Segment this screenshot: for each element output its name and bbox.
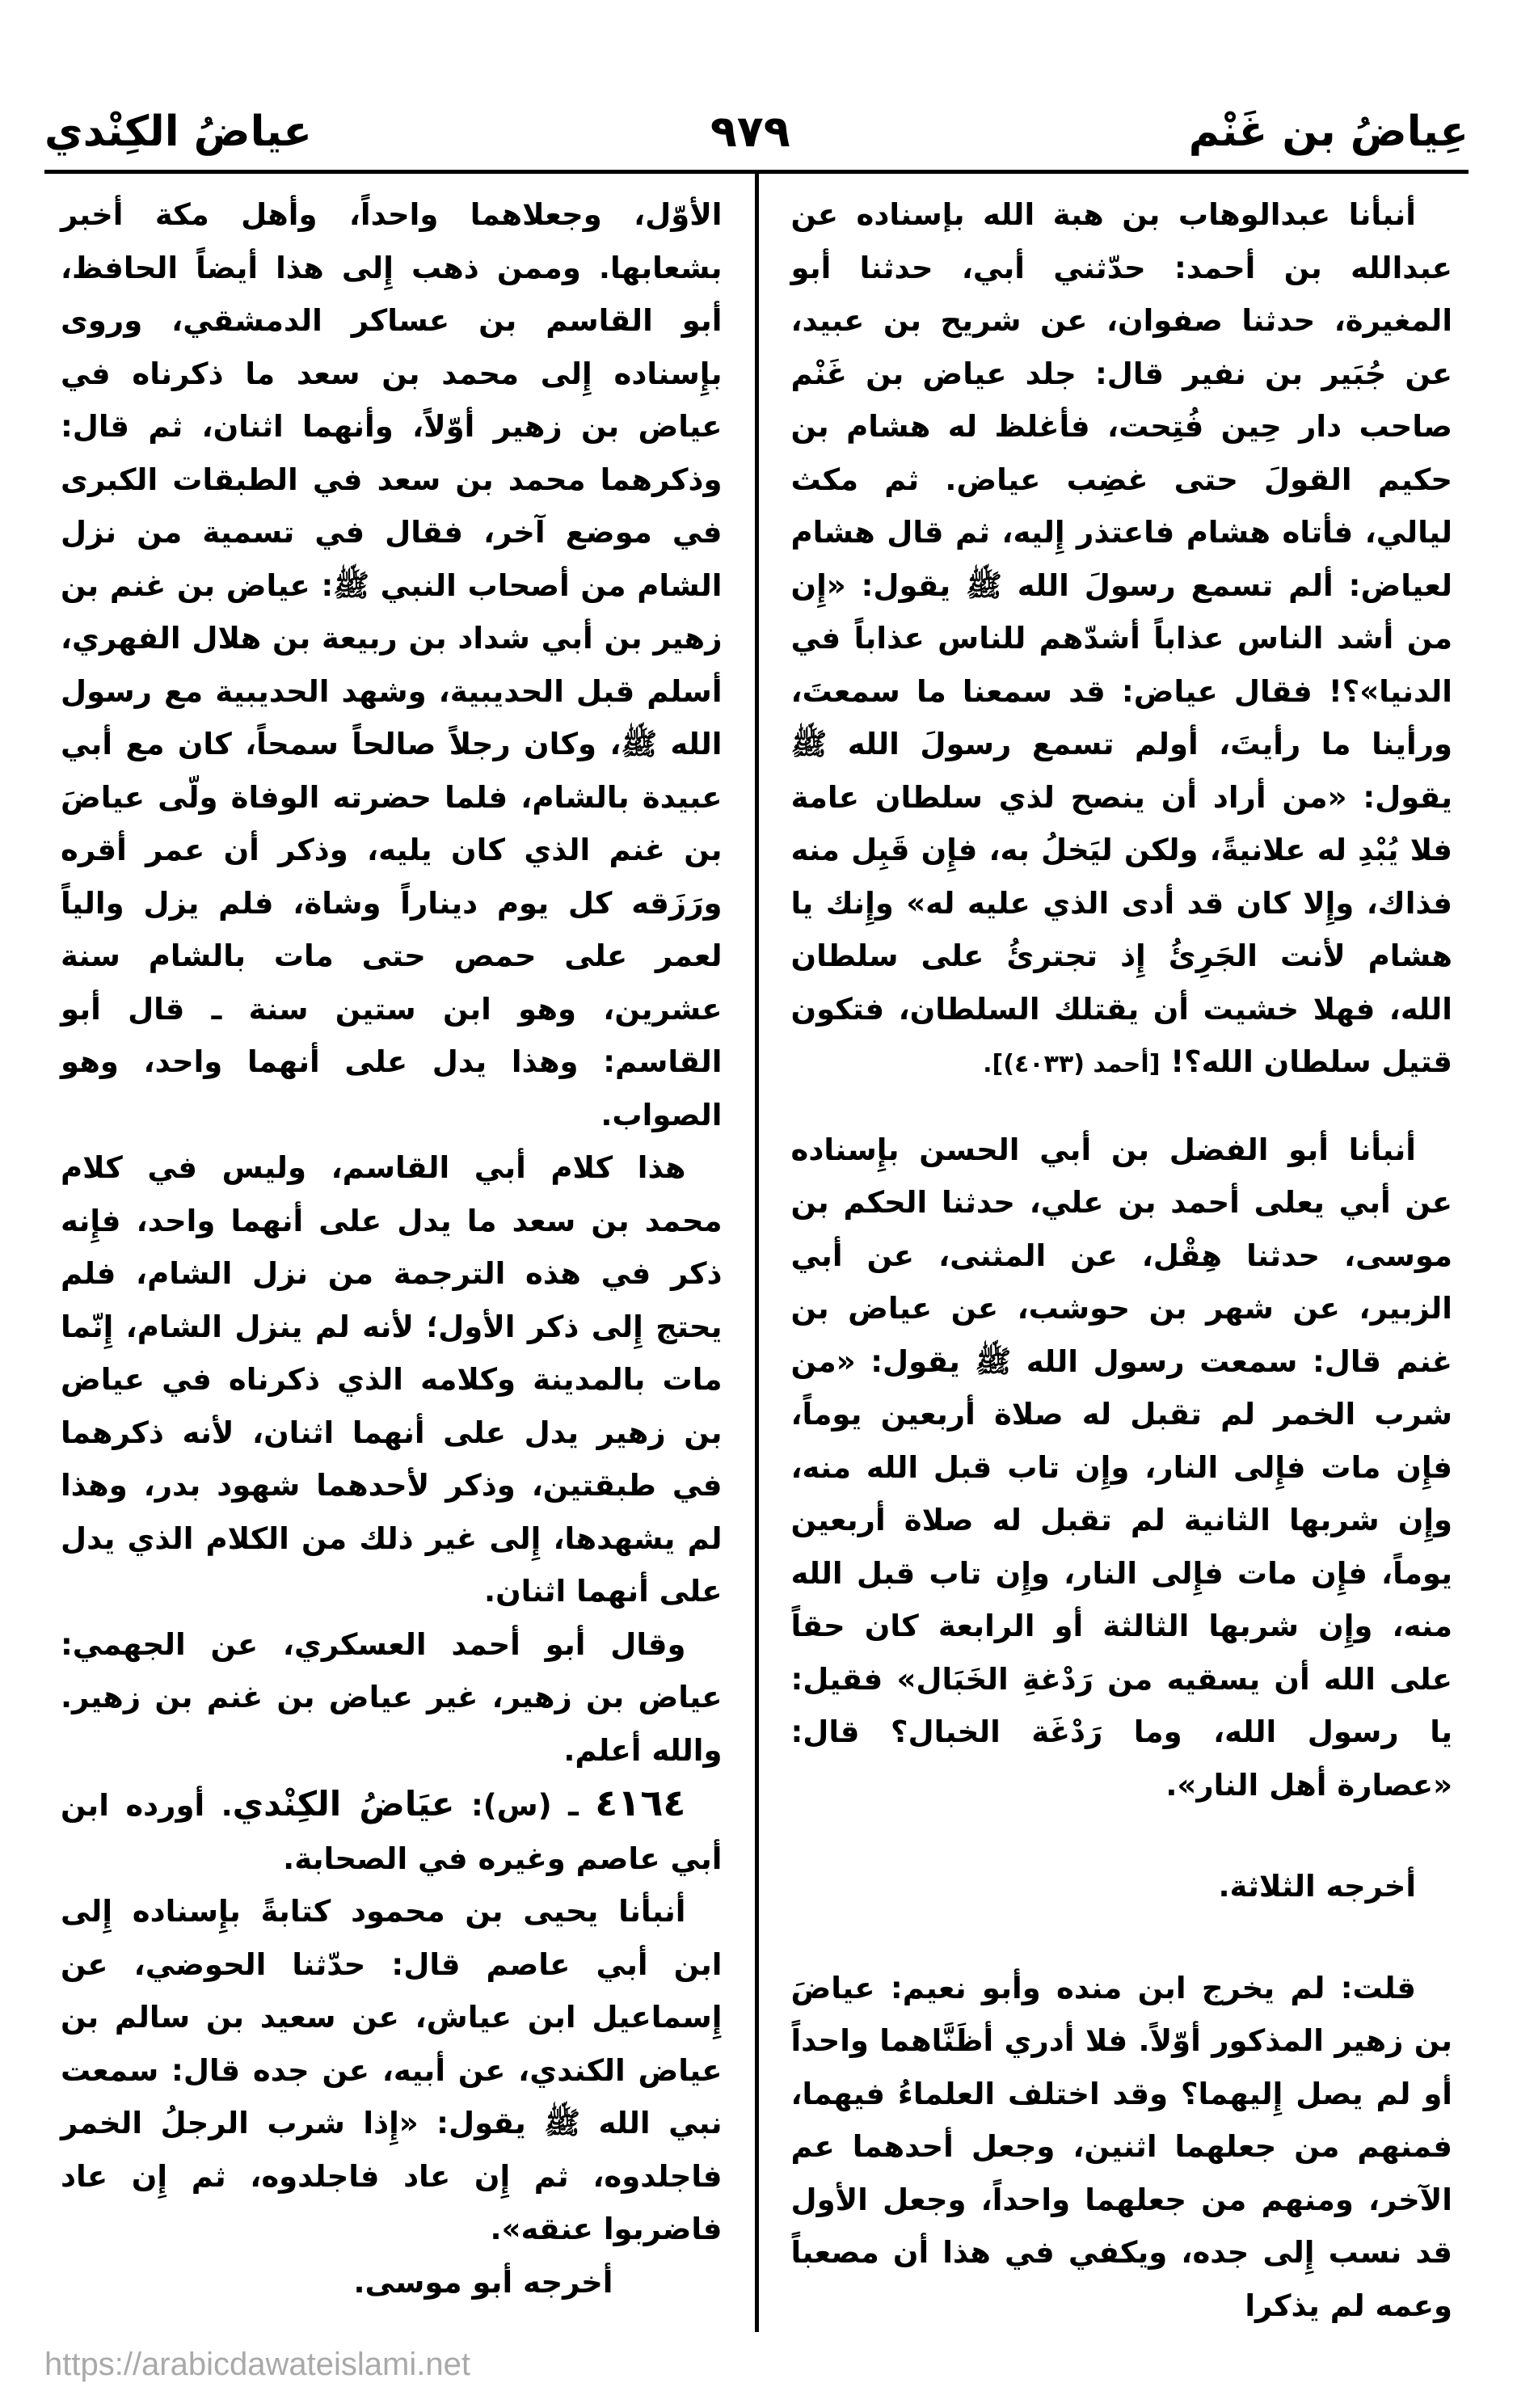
running-title-left: عياضُ الكِنْدي bbox=[44, 108, 312, 156]
paragraph-hadith-3 bbox=[61, 1885, 723, 2256]
column-divider bbox=[755, 174, 759, 2332]
narration-text: وإِنك يا هشام لأنت الجَرِئُ إِذ تجترئُ على سلطان الله، فهلا خشيت أن يقتلك السلطان، فتكون قتيل سلطان الله؟! bbox=[790, 885, 1452, 1079]
paragraph-askari: وقال أبو أحمد العسكري، عن الجهمي: عياض بن زهير، غير عياض بن غنم بن زهير. والله أعلم. bbox=[61, 1626, 723, 1768]
hadith-quote: «من شرب الخمر لم تقبل له صلاة أربعين يوماً، فإِن مات فإِلى النار، وإِن تاب قبل الله منه، وإِن شربها الثانية لم تقبل له صلاة أربعين يوماً، فإِن مات فإِلى النار، وإِن تاب قبل الله منه، وإِن شربها الثالثة أو الرابعة كان حقاً على الله أن يسقيه من رَدْغةِ الخَبَال» bbox=[790, 1343, 1452, 1697]
takhrij-note: أخرجه الثلاثة. bbox=[1218, 1869, 1416, 1904]
paragraph-hadith-1 bbox=[791, 188, 1453, 1091]
running-title-right: عِياضُ بن غَنْم bbox=[1188, 108, 1469, 156]
entry-description: . أورده ابن أبي عاصم وغيره في الصحابة. bbox=[61, 1788, 723, 1876]
paragraph-commentary: هذا كلام أبي القاسم، وليس في كلام محمد بن سعد ما يدل على أنهما واحد، فإِنه ذكر في هذه الترجمة من نزل الشام، فلم يحتج إِلى ذكر الأول؛ لأنه لم ينزل الشام، إِنّما مات بالمدينة وكلامه الذي ذكرناه في عياض بن زهير يدل على أنهما اثنان، لأنه ذكرهما في طبقتين، وذكر لأحدهما شهود بدر، وهذا لم يشهدها، إِلى غير ذلك من الكلام الذي يدل على أنهما اثنان. bbox=[61, 1150, 723, 1609]
left-column bbox=[44, 174, 755, 2332]
entry-heading bbox=[61, 1777, 723, 1885]
page-number: ٩٧٩ bbox=[710, 106, 790, 157]
takhrij-note: أخرجه أبو موسى. bbox=[353, 2264, 613, 2300]
hadith-quote: «عصارة أهل النار» bbox=[1177, 1767, 1452, 1803]
narration-text: أنبأنا عبدالوهاب بن هبة الله بإسناده عن عبدالله بن أحمد: حدّثني أبي، حدثنا أبو المغيرة، حدثنا صفوان، عن شريح بن عبيد، عن جُبَير بن نفير قال: جلد عياض بن غَنْم صاحب دار حِين فُتِحت، فأغلظ له هشام بن حكيم القولَ حتى غضِب عياض. ثم مكث ليالي، فأتاه هشام فاعتذر إِليه، ثم قال هشام لعياض: ألم تسمع رسولَ الله ﷺ يقول: bbox=[790, 197, 1452, 603]
entry-name: عيَاضُ الكِنْدي bbox=[232, 1784, 455, 1824]
watermark-url: https://arabicdawateislami.net bbox=[44, 2347, 470, 2382]
paragraph-continuation: الأوّل، وجعلاهما واحداً، وأهل مكة أخبر بشعابها. وممن ذهب إِلى هذا أيضاً الحافظ، أبو القاسم بن عساكر الدمشقي، وروى بإِسناده إِلى محمد بن سعد ما ذكرناه في عياض بن زهير أوّلاً، وأنهما اثنان، ثم قال: وذكرهما محمد بن سعد في الطبقات الكبرى في موضع آخر، فقال في تسمية من نزل الشام من أصحاب النبي ﷺ: عياض بن غنم بن زهير بن أبي شداد بن ربيعة بن هلال الفهري، أسلم قبل الحديبية، وشهد الحديبية مع رسول الله ﷺ، وكان رجلاً صالحاً سمحاً، كان مع أبي عبيدة بالشام، فلما حضرته الوفاة ولّى عياضَ بن غنم الذي كان يليه، وذكر أن عمر أقره ورَزَقه كل يوم ديناراً وشاة، فلم يزل والياً لعمر على حمص حتى مات بالشام سنة عشرين، وهو ابن ستين سنة ـ قال أبو القاسم: وهذا يدل على أنهما واحد، وهو الصواب. bbox=[61, 197, 723, 1132]
author-comment: قلت: لم يخرج ابن منده وأبو نعيم: عياضَ بن زهير المذكور أوّلاً. فلا أدري أظَنَّاهما واحداً أو لم يصل إِليهما؟ وقد اختلف العلماءُ فيهما، فمنهم من جعلهما اثنين، وجعل أحدهما عم الآخر، ومنهم من جعلهما واحداً، وجعل الأول قد نسب إِلى جده، ويكفي في هذا أن مصعباً وعمه لم يذكرا bbox=[790, 1970, 1452, 2323]
paragraph-hadith-2 bbox=[791, 1124, 1453, 1812]
right-column bbox=[759, 174, 1469, 2332]
narration-text: أنبأنا يحيى بن محمود كتابةً بإِسناده إِلى ابن أبي عاصم قال: حدّثنا الحوضي، عن إِسماعيل ابن عياش، عن سعيد بن سالم بن عياض الكندي، عن أبيه، عن جده قال: سمعت نبي الله ﷺ يقول: bbox=[61, 1894, 723, 2140]
narration-text: ؟! فقال عياض: قد سمعنا ما سمعتَ، ورأينا ما رأيتَ، أولم تسمع رسولَ الله ﷺ يقول: bbox=[790, 673, 1452, 815]
entry-number: ٤١٦٤ bbox=[595, 1781, 686, 1824]
hadith-quote: «من أراد أن ينصح لذي سلطان عامة فلا يُبْدِ له علانيةً، ولكن ليَخلُ به، فإِن قَبِل منه فذاك، وإِلا كان قد أدى الذي عليه له» bbox=[790, 779, 1453, 921]
two-column-body bbox=[44, 174, 1469, 2332]
narration-text: فقيل: يا رسول الله، وما رَدْغَة الخبال؟ قال: bbox=[790, 1661, 1452, 1749]
hadith-quote: «إِذا شرب الرجلُ الخمر فاجلدوه، ثم إِن عاد فاجلدوه، ثم إِن عاد فاضربوا عنقه» bbox=[61, 2106, 723, 2246]
source-reference: [أحمد (٤٠٣٣)]. bbox=[983, 1050, 1161, 1078]
narration-text: . bbox=[490, 2212, 502, 2246]
hadith-quote: «إِن من أشد الناس عذاباً أشدّهم للناس عذاباً في الدنيا» bbox=[790, 567, 1452, 709]
page-header bbox=[44, 95, 1469, 168]
narration-text: أنبأنا أبو الفضل بن أبي الحسن بإِسناده عن أبي يعلى أحمد بن علي، حدثنا الحكم بن موسى، حدثنا هِقْل، عن المثنى، عن أبي الزبير، عن شهر بن حوشب، عن عياض بن غنم قال: سمعت رسول الله ﷺ يقول: bbox=[790, 1132, 1452, 1379]
entry-marker: ـ (س): bbox=[454, 1788, 596, 1823]
narration-text: . bbox=[1165, 1767, 1178, 1803]
